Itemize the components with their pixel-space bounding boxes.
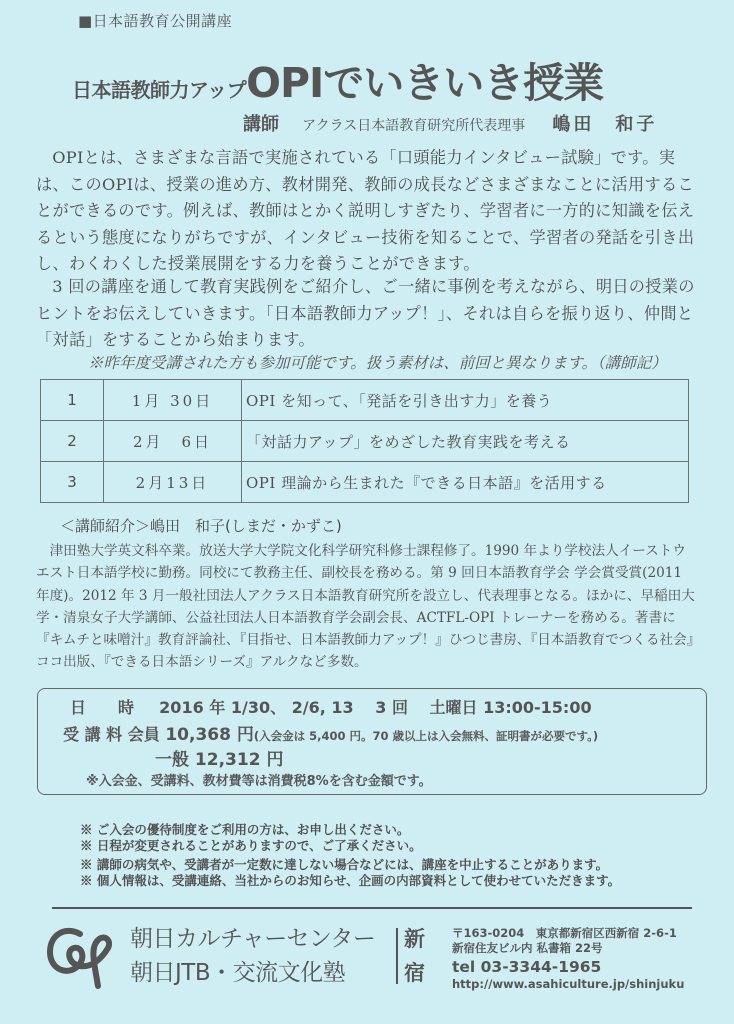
- branch-char-1: 新: [404, 927, 425, 951]
- note-item: ※ 個人情報は、受講連絡、当社からのお知らせ、企画の内部資料として使わせていただきます。: [80, 873, 621, 888]
- member-note: (入会金は 5,400 円。70 歳以上は入会無料、証明書が必要です。): [253, 729, 599, 743]
- footer-divider: [52, 907, 692, 909]
- intro-paragraph-2: 3 回の講座を通して教育実践例をご紹介し、ご一緒に事例を考えながら、明日の授業のヒントをお伝えしていきます。「日本語教師力アップ！」、それは自らを振り返り、仲間と「対話」をすることから始まります。: [36, 277, 695, 349]
- datetime-row: [70, 695, 592, 718]
- general-fee-row: [155, 745, 283, 770]
- course-info-box: [37, 688, 707, 795]
- member-fee: 10,368 円: [165, 725, 254, 745]
- lecturer-organization: アクラス日本語教育研究所代表理事: [302, 118, 526, 134]
- note-item: ※ 講師の病気や、受講者が一定数に達しない場合などには、講座を中止することがあります。: [80, 857, 609, 872]
- session-date: 1月 30日: [104, 380, 242, 421]
- notes-group-1: [80, 822, 422, 854]
- session-number: 3: [41, 462, 104, 503]
- series-label: ■日本語教育公開講座: [78, 12, 233, 30]
- notes-group-2: [80, 857, 620, 889]
- session-topic: OPI 理論から生まれた『できる日本語』を活用する: [242, 462, 689, 503]
- contact-info: [452, 926, 684, 992]
- bio-heading: ＜講師紹介＞嶋田 和子(しまだ・かずこ): [60, 517, 342, 535]
- table-row: [41, 421, 689, 462]
- note-item: ※ 日程が変更されることがありますので、ご了承ください。: [80, 838, 422, 853]
- session-number: 1: [41, 380, 104, 421]
- fee-label: 受 講 料: [63, 725, 123, 744]
- lecturer-role: 講師: [243, 114, 279, 135]
- branch-name: [404, 922, 425, 990]
- page-title: [72, 50, 603, 109]
- branch-char-2: 宿: [404, 961, 425, 985]
- website-url: http://www.asahiculture.jp/shinjuku: [452, 977, 685, 991]
- title-sub: 日本語教師力アップ: [72, 78, 247, 102]
- telephone: tel 03-3344-1965: [452, 958, 602, 976]
- table-row: [41, 380, 689, 421]
- brand-line-2: 朝日JTB・交流文化塾: [130, 960, 346, 986]
- session-date: 2月 6日: [104, 421, 242, 462]
- datetime-value: 2016 年 1/30、 2/6, 13 3 回 土曜日 13:00-15:00: [159, 698, 592, 717]
- session-topic: 「対話力アップ」をめざした教育実践を考える: [242, 421, 689, 462]
- tax-note: ※入会金、受講料、教材費等は消費税8%を含む金額です。: [86, 774, 432, 789]
- table-row: [41, 462, 689, 503]
- general-label: 一般: [155, 750, 189, 770]
- lecturer-name: 嶋田 和子: [552, 114, 658, 135]
- general-fee: 12,312 円: [194, 750, 284, 770]
- brand-separator: [396, 928, 398, 984]
- asahi-culture-logo-icon: [46, 922, 124, 990]
- intro-note: ※昨年度受講された方も参加可能です。扱う素材は、前回と異なります。（講師記）: [88, 354, 667, 372]
- lecturer-line: [243, 110, 657, 136]
- address-line-1: 〒163-0204 東京都新宿区西新宿 2-6-1: [452, 926, 677, 940]
- address-line-2: 新宿住友ビル内 私書箱 22号: [452, 941, 603, 955]
- brand-name: [130, 922, 375, 990]
- session-topic: OPI を知って、「発話を引き出す力」を養う: [242, 380, 689, 421]
- session-date: 2月13日: [104, 462, 242, 503]
- bio-text: 津田塾大学英文科卒業。放送大学大学院文化科学研究科修士課程修了。1990 年より学校法人イーストウエスト日本語学校に勤務。同校にて教務主任、副校長を務める。第 9 回日本語教育学会 学会賞受賞(2011 年度)。2012 年 3 月一般社団法人アクラス日本語教育研究所を設立し、代表理事となる。ほかに、早稲田大学・清泉女子大学講師、公益社団法人日本語教育学会副会長、ACTFL-OPI トレーナーを務める。著書に『キムチと味噌汁』教育評論社、『目指せ、日本語教師力アップ！』ひつじ書房、『日本語教育でつくる社会』ココ出版、『できる日本語シリーズ』アルクなど多数。: [36, 543, 695, 671]
- schedule-table: [40, 379, 689, 503]
- datetime-label: 日 時: [70, 698, 135, 717]
- title-main: OPIでいきいき授業: [246, 59, 604, 107]
- member-label: 会員: [127, 725, 160, 744]
- brand-line-1: 朝日カルチャーセンター: [130, 926, 376, 952]
- note-item: ※ ご入会の優待制度をご利用の方は、お申し出ください。: [80, 822, 410, 837]
- session-number: 2: [41, 421, 104, 462]
- intro-paragraph-1: OPIとは、さまざまな言語で実施されている「口頭能力インタビュー試験」です。実は、このOPIは、授業の進め方、教材開発、教師の成長などさまざまなことに活用することができるのです。例えば、教師はとかく説明しすぎたり、学習者に一方的に知識を伝えるという態度になりがちですが、インタビュー技術を知ることで、学習者の発話を引き出し、わくわくした授業展開をする力を養うことができます。: [36, 148, 695, 273]
- fee-row: [63, 720, 598, 745]
